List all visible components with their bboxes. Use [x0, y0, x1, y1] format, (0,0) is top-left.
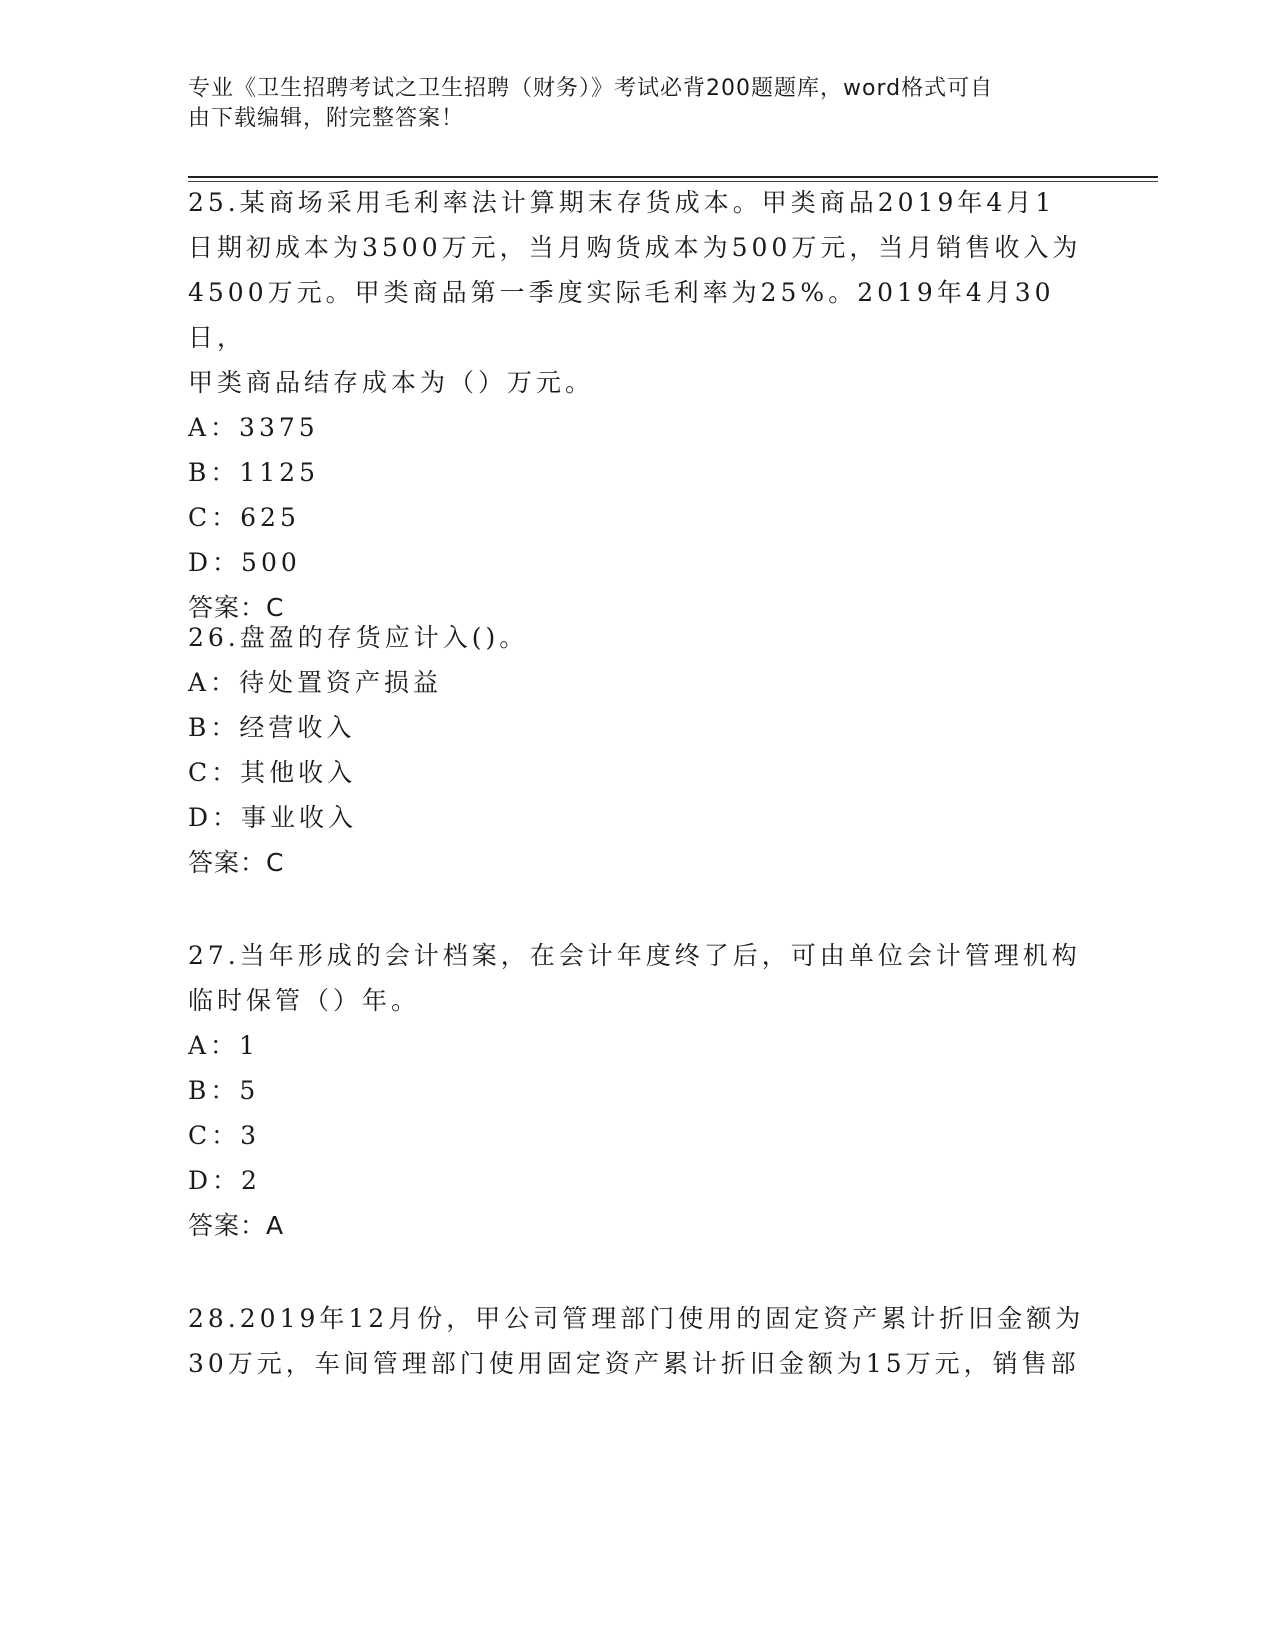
- answer-label: 答案：A: [188, 1211, 285, 1240]
- question-stem-line: 25.某商场采用毛利率法计算期末存货成本。甲类商品2019年4月1: [188, 188, 1056, 217]
- question-stem-line: 27.当年形成的会计档案，在会计年度终了后，可由单位会计管理机构: [188, 941, 1081, 970]
- option-c: C：625: [188, 503, 300, 532]
- option-b: B：经营收入: [188, 713, 356, 742]
- option-c: C：3: [188, 1121, 261, 1150]
- option-a: A：待处置资产损益: [188, 668, 443, 697]
- option-d: D：500: [188, 548, 301, 577]
- question-26: [188, 615, 1088, 885]
- question-stem-line: 26.盘盈的存货应计入()。: [188, 623, 529, 652]
- page-header: [188, 74, 1088, 134]
- option-c: C：其他收入: [188, 758, 357, 787]
- question-stem-line: 28.2019年12月份，甲公司管理部门使用的固定资产累计折旧金额为: [188, 1304, 1085, 1333]
- question-stem-line: 4500万元。甲类商品第一季度实际毛利率为25%。2019年4月30日，: [188, 278, 1055, 352]
- question-stem-line: 甲类商品结存成本为（）万元。: [188, 368, 595, 397]
- option-b: B：5: [188, 1076, 260, 1105]
- option-b: B：1125: [188, 458, 319, 487]
- option-a: A：1: [188, 1031, 259, 1060]
- question-25: [188, 180, 1088, 630]
- header-line-1: 专业《卫生招聘考试之卫生招聘（财务）》考试必背200题题库，word格式可自: [188, 76, 994, 101]
- question-28: [188, 1296, 1088, 1386]
- answer-label: 答案：C: [188, 848, 285, 877]
- option-d: D：2: [188, 1166, 261, 1195]
- option-d: D：事业收入: [188, 803, 358, 832]
- question-stem-line: 日期初成本为3500万元，当月购货成本为500万元，当月销售收入为: [188, 233, 1082, 262]
- question-stem-line: 30万元，车间管理部门使用固定资产累计折旧金额为15万元，销售部: [188, 1349, 1080, 1378]
- header-divider: [188, 176, 1158, 178]
- question-stem-line: 临时保管（）年。: [188, 986, 421, 1015]
- option-a: A：3375: [188, 413, 319, 442]
- header-line-2: 由下载编辑，附完整答案！: [188, 106, 465, 131]
- answer-label: 答案：C: [188, 593, 285, 622]
- question-27: [188, 933, 1088, 1248]
